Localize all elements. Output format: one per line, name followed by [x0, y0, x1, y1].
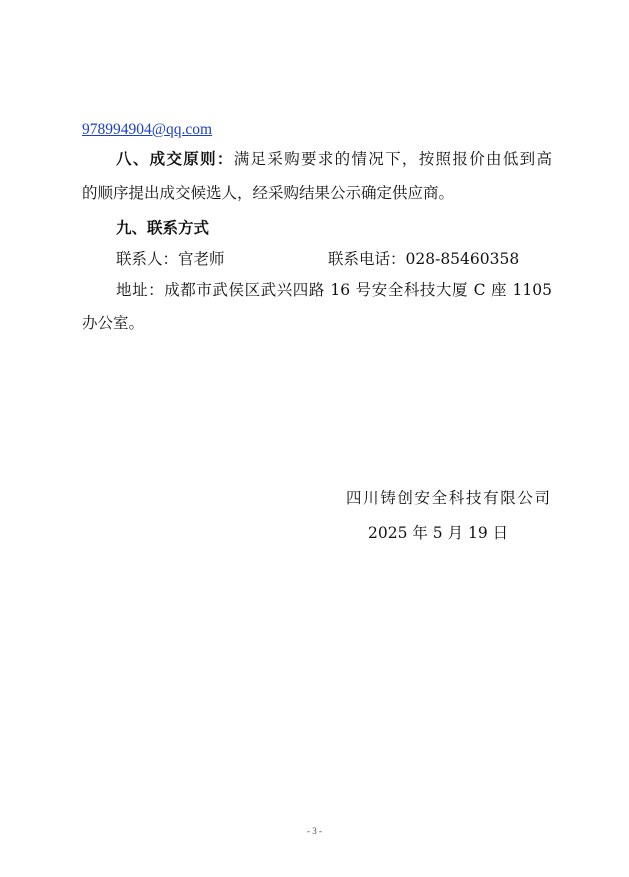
- address-line1: [116, 280, 552, 300]
- section8-text-1: 满足采购要求的情况下，按照报价由低到高: [233, 150, 552, 168]
- contact-phone: 联系电话：028-85460358: [328, 250, 520, 268]
- address-text-2: 办公室。: [82, 314, 145, 332]
- section9-heading-line: [116, 218, 552, 238]
- page-number: - 3 -: [307, 826, 322, 836]
- signature-date: 2025 年 5 月 19 日: [368, 524, 509, 542]
- company-signature: 四川铸创安全科技有限公司: [346, 489, 550, 507]
- email-line: [82, 119, 552, 140]
- section9-heading: 九、联系方式: [116, 218, 210, 237]
- phone-line: [328, 249, 548, 269]
- section8-line2: [82, 183, 552, 203]
- email-link[interactable]: 978994904@qq.com: [82, 121, 213, 138]
- address-line2: [82, 313, 552, 333]
- section8-heading: 八、成交原则：: [116, 149, 234, 168]
- address-text-1: 地址：成都市武侯区武兴四路 16 号安全科技大厦 C 座 1105: [116, 281, 552, 299]
- section8-text-2: 的顺序提出成交候选人，经采购结果公示确定供应商。: [82, 184, 455, 202]
- contact-person: 联系人：官老师: [116, 250, 225, 268]
- section8-line1: [116, 149, 552, 169]
